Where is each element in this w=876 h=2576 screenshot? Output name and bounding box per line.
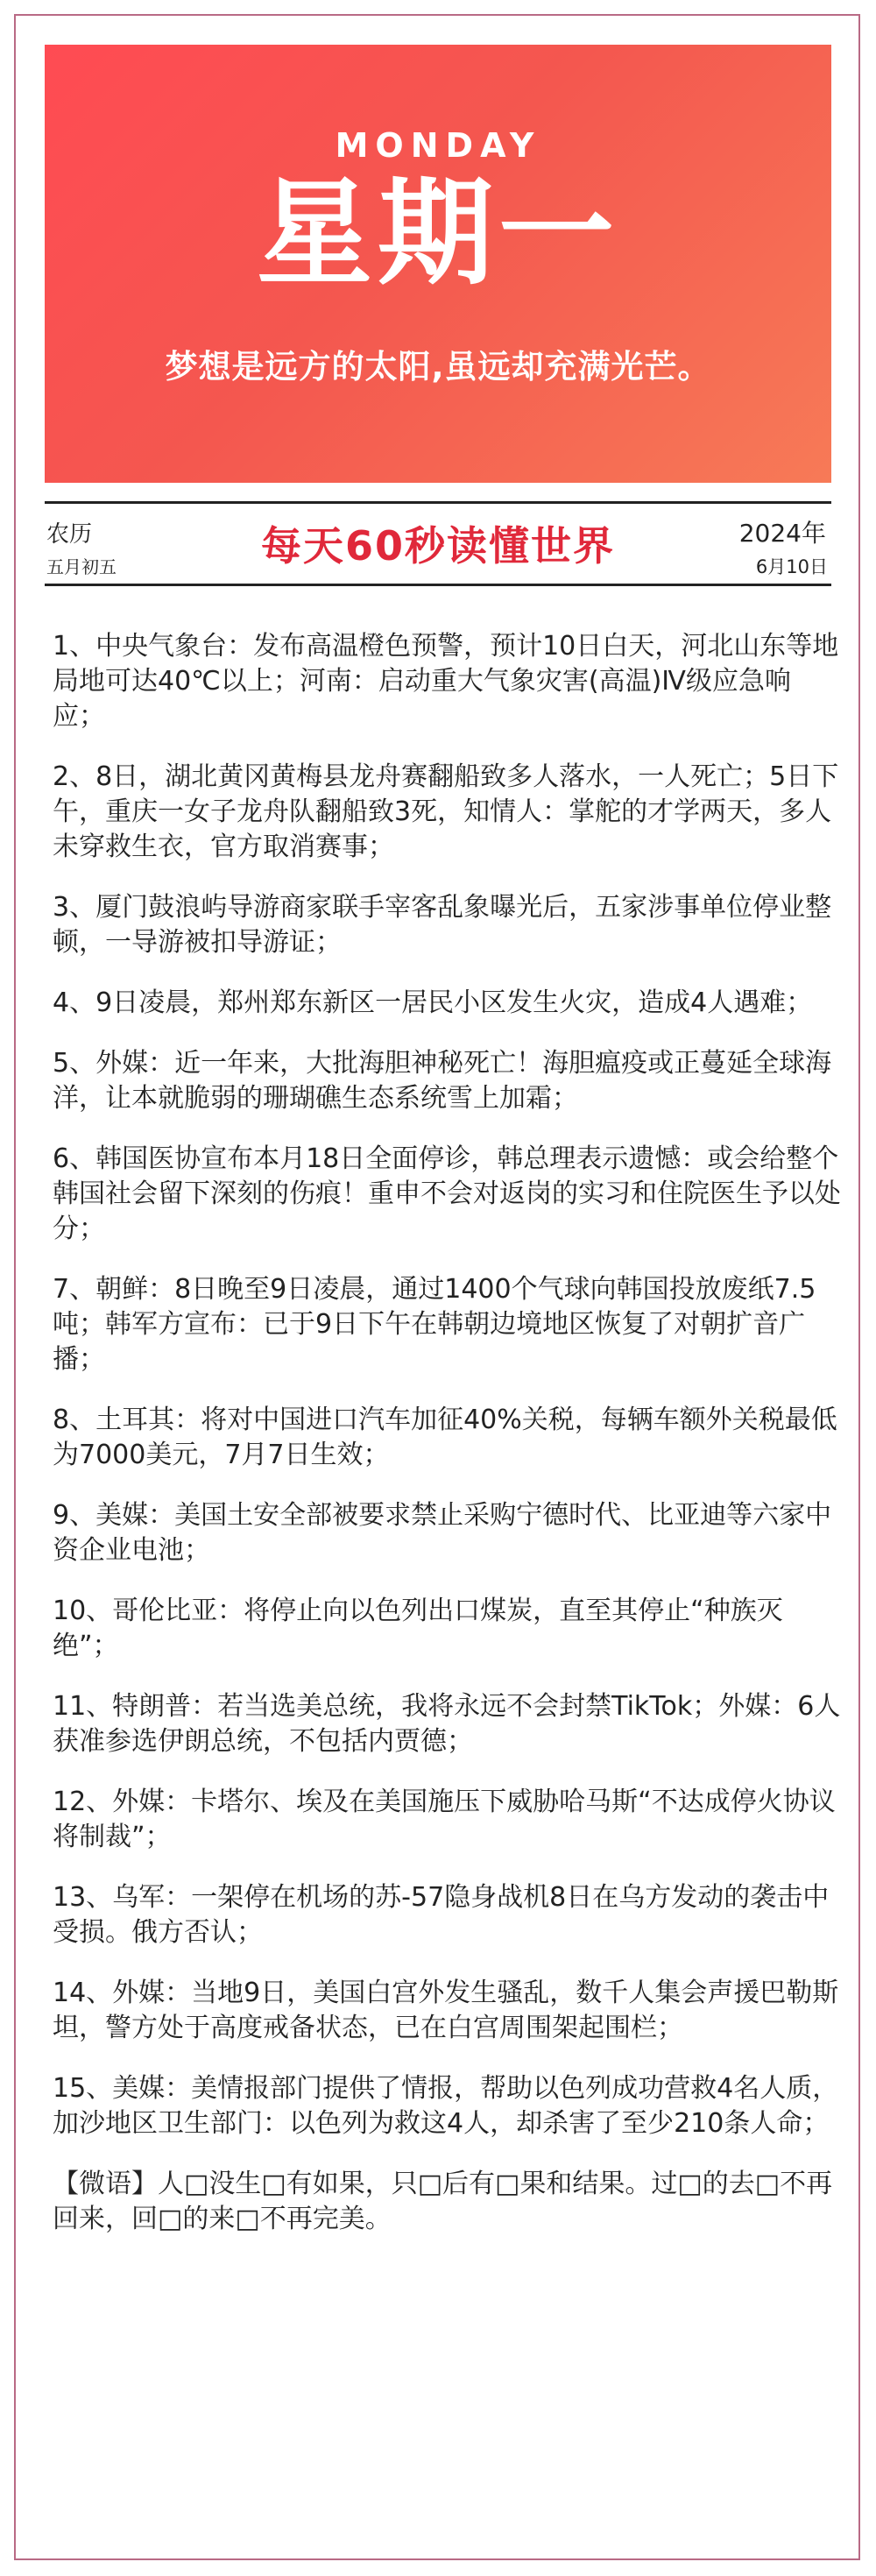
- weekday-banner: [45, 45, 831, 483]
- header-top-rule: [45, 501, 831, 504]
- news-item: 6、韩国医协宣布本月18日全面停诊，韩总理表示遗憾：或会给整个韩国社会留下深刻的伤痕！重申不会对返岗的实习和住院医生予以处分；: [53, 1143, 841, 1244]
- lunar-label: 农历: [46, 521, 93, 548]
- news-item: 3、厦门鼓浪屿导游商家联手宰客乱象曝光后，五家涉事单位停业整顿，一导游被扣导游证；: [53, 892, 832, 958]
- news-item: 11、特朗普：若当选美总统，我将永远不会封禁TikTok；外媒：6人获准参选伊朗总统，不包括内贾德；: [53, 1691, 841, 1757]
- news-item: 8、土耳其：将对中国进口汽车加征40%关税，每辆车额外关税最低为7000美元，7月7日生效；: [53, 1405, 837, 1470]
- news-item: 14、外媒：当地9日，美国白宫外发生骚乱，数千人集会声援巴勒斯坦，警方处于高度戒备状态，已在白宫周围架起围栏；: [53, 1978, 839, 2043]
- page-title: 每天60秒读懂世界: [260, 522, 615, 570]
- news-item: 15、美媒：美情报部门提供了情报，帮助以色列成功营救4名人质，加沙地区卫生部门：以色列为救这4人，却杀害了至少210条人命；: [53, 2073, 839, 2139]
- header-bottom-rule: [45, 584, 831, 586]
- weekday-chinese: 星期一: [257, 166, 619, 301]
- news-item: 1、中央气象台：发布高温橙色预警，预计10日白天，河北山东等地局地可达40℃以上；河南：启动重大气象灾害(高温)Ⅳ级应急响应；: [53, 631, 839, 732]
- date-header: [45, 493, 831, 590]
- news-item: 9、美媒：美国土安全部被要求禁止采购宁德时代、比亚迪等六家中资企业电池；: [53, 1500, 832, 1566]
- month-day-label: 6月10日: [755, 556, 828, 577]
- news-item: 13、乌军：一架停在机场的苏-57隐身战机8日在乌方发动的袭击中受损。俄方否认；: [53, 1882, 830, 1948]
- news-item: 2、8日，湖北黄冈黄梅县龙舟赛翻船致多人落水，一人死亡；5日下午，重庆一女子龙舟队翻船致3死，知情人：掌舵的才学两天，多人未穿救生衣，官方取消赛事；: [53, 761, 839, 862]
- news-item: 5、外媒：近一年来，大批海胆神秘死亡！海胆瘟疫或正蔓延全球海洋，让本就脆弱的珊瑚礁生态系统雪上加霜；: [53, 1048, 832, 1114]
- daily-motto: 梦想是远方的太阳,虽远却充满光芒。: [165, 348, 711, 386]
- lunar-date: 五月初五: [46, 556, 117, 577]
- news-item: 4、9日凌晨，郑州郑东新区一居民小区发生火灾，造成4人遇难；: [53, 987, 813, 1018]
- weekday-english: MONDAY: [335, 126, 541, 165]
- news-item: 10、哥伦比亚：将停止向以色列出口煤炭，直至其停止“种族灭绝”；: [53, 1596, 783, 1661]
- year-label: 2024年: [738, 519, 826, 548]
- news-list: [53, 629, 841, 2237]
- news-item: 7、朝鲜：8日晚至9日凌晨，通过1400个气球向韩国投放废纸7.5吨；韩军方宣布：已于9日下午在韩朝边境地区恢复了对朝扩音广播；: [53, 1274, 816, 1375]
- news-item: 12、外媒：卡塔尔、埃及在美国施压下威胁哈马斯“不达成停火协议将制裁”；: [53, 1787, 836, 1852]
- daily-quote: 【微语】人□没生□有如果，只□后有□果和结果。过□的去□不再回来，回□的来□不再完美。: [53, 2169, 833, 2234]
